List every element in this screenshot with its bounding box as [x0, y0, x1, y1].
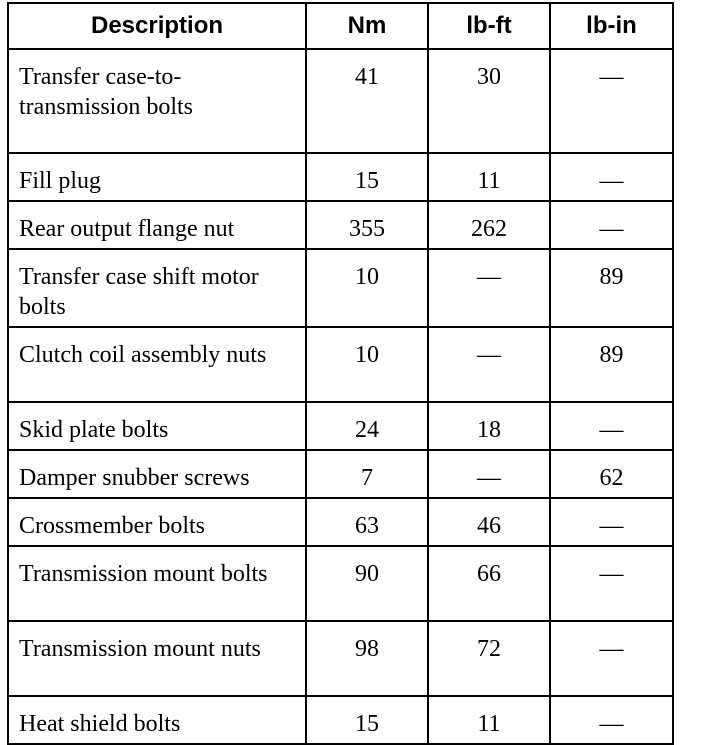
lb-in-cell: — — [550, 696, 673, 744]
table-row — [8, 450, 673, 498]
nm-cell: 98 — [306, 621, 428, 696]
lb-ft-cell: — — [428, 249, 550, 327]
table-row — [8, 153, 673, 201]
nm-cell: 41 — [306, 49, 428, 153]
description-cell: Transfer case shift motor bolts — [8, 249, 306, 327]
lb-ft-cell: 66 — [428, 546, 550, 621]
nm-cell: 24 — [306, 402, 428, 450]
header-lb-ft: lb-ft — [428, 3, 550, 49]
lb-ft-cell: — — [428, 450, 550, 498]
description-cell: Fill plug — [8, 153, 306, 201]
lb-in-cell: — — [550, 402, 673, 450]
lb-ft-cell: 30 — [428, 49, 550, 153]
table-header-row — [8, 3, 673, 49]
lb-ft-cell: 46 — [428, 498, 550, 546]
nm-cell: 10 — [306, 249, 428, 327]
lb-in-cell: — — [550, 498, 673, 546]
lb-in-cell: 62 — [550, 450, 673, 498]
lb-ft-cell: 11 — [428, 153, 550, 201]
lb-ft-cell: 72 — [428, 621, 550, 696]
description-cell: Transfer case-to-transmission bolts — [8, 49, 306, 153]
nm-cell: 7 — [306, 450, 428, 498]
table-row — [8, 402, 673, 450]
nm-cell: 90 — [306, 546, 428, 621]
description-cell: Rear output flange nut — [8, 201, 306, 249]
description-cell: Transmission mount nuts — [8, 621, 306, 696]
nm-cell: 15 — [306, 153, 428, 201]
nm-cell: 63 — [306, 498, 428, 546]
lb-in-cell: — — [550, 546, 673, 621]
lb-in-cell: — — [550, 621, 673, 696]
lb-ft-cell: — — [428, 327, 550, 402]
table-row — [8, 546, 673, 621]
table-row — [8, 327, 673, 402]
description-cell: Damper snubber screws — [8, 450, 306, 498]
table-row — [8, 498, 673, 546]
description-cell: Crossmember bolts — [8, 498, 306, 546]
description-cell: Clutch coil assembly nuts — [8, 327, 306, 402]
header-lb-in: lb-in — [550, 3, 673, 49]
table-row — [8, 201, 673, 249]
table-row — [8, 696, 673, 744]
table-row — [8, 621, 673, 696]
lb-ft-cell: 262 — [428, 201, 550, 249]
header-description: Description — [8, 3, 306, 49]
lb-in-cell: 89 — [550, 327, 673, 402]
description-cell: Skid plate bolts — [8, 402, 306, 450]
lb-in-cell: — — [550, 201, 673, 249]
torque-specifications-table — [7, 2, 674, 745]
nm-cell: 10 — [306, 327, 428, 402]
lb-ft-cell: 11 — [428, 696, 550, 744]
nm-cell: 355 — [306, 201, 428, 249]
lb-in-cell: — — [550, 153, 673, 201]
description-cell: Heat shield bolts — [8, 696, 306, 744]
table-row — [8, 49, 673, 153]
nm-cell: 15 — [306, 696, 428, 744]
lb-in-cell: 89 — [550, 249, 673, 327]
description-cell: Transmission mount bolts — [8, 546, 306, 621]
header-nm: Nm — [306, 3, 428, 49]
table-row — [8, 249, 673, 327]
lb-ft-cell: 18 — [428, 402, 550, 450]
lb-in-cell: — — [550, 49, 673, 153]
